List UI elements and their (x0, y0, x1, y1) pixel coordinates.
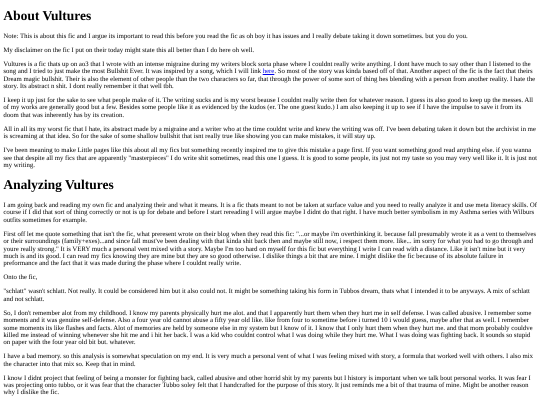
all-in-all-paragraph: All in all its my worst fic that I hate, its abstract made by a migraine and a writer who at the time couldnt write and knew the writing was off. I've been debating taken it down but the archivist in me is screaming at that idea. So for the sake of some shallow bullshit that isnt really true like showing you can make mistakes, it will stay up. (3, 125, 536, 141)
childhood-paragraph: So, I don't remember alot from my childhood. I know my parents physically hurt me alot. and that I apparently hurt them when they hurt me in self defense. I was called abusive. I remember some moments and it was genuine self-defense. Also a four year old cannot abuse a fifty year old like. like from four to sometime before i turned 10 i would guess, maybe after that as well. I remember some moments its like flashes and facts. Alot of memories are held by someone else in my system but I know of it. I know that I only hurt them when they hurt me. and that mom probably couldve killed me instead of winning whenever she hit me and i hit her back. I was a kid who couldnt control what I was doing while they hurt me. What I was doing was fighting back. It sounds so stupid on paper with the four year old bit but. whatever. (3, 309, 533, 347)
song-link[interactable]: here (262, 68, 275, 76)
meaning-paragraph: I've been meaning to make Little pages like this about all my fics but something recently inspired me to give this mistake a page first. If you want something good read anything else. if you wanna see that despite all my fics that are apparently "masterpieces" I do write shit sometimes, read this one I guess. It is good to some people, its just not my taste so you may very well like it. It is just not my writing. (3, 147, 537, 169)
disclaimer-paragraph: My disclaimer on the fic I put on their today might state this all better than I do here oh well. (3, 46, 255, 54)
memory-paragraph: I have a bad memory. so this analysis is somewhat speculation on my end. It is very much a personal vent of what I was feeling mixed with story, a formula that worked well with others. I also mix the character into that mix so. Keep that in mind. (3, 353, 534, 368)
intro-text-before-link: Vultures is a fic thats up on ao3 that I wrote with an intense migraine during my writers block sorta phase where I couldnt really write anything. I dont have much to say other than I listened to the song and I tried to just make the most Bullshit Ever. It was inspired by a song, which I will link (3, 60, 531, 76)
analyzing-heading: Analyzing Vultures (3, 177, 114, 193)
about-section (3, 9, 538, 169)
intro-paragraph (3, 61, 538, 90)
analyzing-section (3, 178, 538, 396)
about-heading: About Vultures (3, 8, 92, 24)
note-paragraph: Note: This is about this fic and I argue its important to read this before you read the fic as oh boy it has issues and I really debate taking it down sometimes. but you do you. (3, 32, 468, 40)
keep-up-paragraph: I keep it up just for the sake to see what people make of it. The writing sucks and is my worst beause I couldnt really write then for whatever reason. I guess its also good to keep up the messes. All of my works are generally good but a few. Besides some people like it as evidenced by the kudos (er. The one guest kudo.) I am also keeping it up to see if I have the impulse to save it from its doom that was inherently has by its creation. (3, 97, 534, 119)
intro-text-after-link: . So most of the story was kinda based off of that. Another aspect of the fic is the fact that theirs Dream magic bullshit. Their is also the element of other people than the two characters so far, that through the power of some sort of thing hes blending with a person from another reality. I hate the story. Its abstract n shit. I dont really remember it that well tbh. (3, 68, 536, 90)
going-back-paragraph: I am going back and reading my own fic and analyzing their and what it means. It is a fic thats meant to not be taken at surface value and you need to really analyze it and use meta literacy skills. Of course if I did that sort of thing correctly or not is up for debate and before I start rereading I will argue maybe I didnt do that right. I have much better symbolism in my Asthma series with Wilburs outfits sometimes for example. (3, 202, 538, 224)
quote-paragraph: First off let me quote something that isn't the fic, what preresent wrote on their blog when they read this fic: "...or maybe i'm overthinking it. because fall presumably wrote it as a vent to themselves or their surroundings (family+exes)...and since fall must've been dealing with that kinda shit back then and maybe still now, i respect them more. like... im sorry for what you had to go through and youre really strong." It is VERY much a personal vent mixed with a story. Maybe I'm too hard on myself for this fic but everything I write I can read with a distance. Like it isn't mine but it very much is and its good. I can read my fics knowing they are mine but they are so good otherwise. I dislike things a bit that are mine. I might dislike the fic because of its absolute failure in preformance and the fact that it was made during the phase where I couldnt really write. (3, 230, 536, 268)
projection-paragraph: I know I didnt project that feeling of being a monster for fighting back, called abusive and other horrid shit by my parents but I history is important when we talk bout personal works. It was fear I was projecting onto tubbo, or it was fear that the character Tubbo soley felt that I handcrafted for the purpose of this story. It just reminds me a bit of that trauma of mine. Might be another reason why I dislike the fic. (3, 374, 531, 397)
schlatt-paragraph: "schlatt" wasn't schlatt. Not really. It could be considered him but it also could not. It might be something taking his form in Tubbos dream, thats what I intended it to be anyways. A mix of schlatt and not schlatt. (3, 288, 530, 303)
onto-paragraph: Onto the fic, (3, 274, 38, 282)
